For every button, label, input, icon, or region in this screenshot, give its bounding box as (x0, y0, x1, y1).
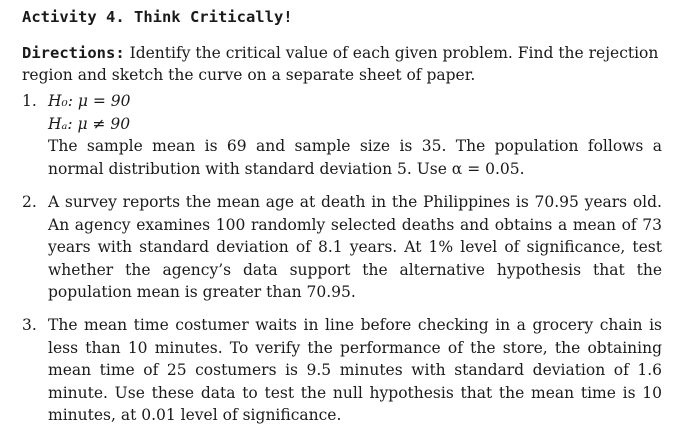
activity-title: Activity 4. Think Critically! (22, 8, 293, 26)
directions-label: Directions: (22, 44, 125, 62)
alternative-hypothesis: Hₐ: μ ≠ 90 (48, 114, 131, 133)
problem-2 (22, 191, 662, 304)
directions-paragraph (22, 42, 662, 86)
problem-1 (22, 90, 662, 180)
problem-number: 2. (22, 193, 37, 211)
problem-text: A survey reports the mean age at death in the Philippines is 70.95 years old. An agency examines 100 randomly selected deaths and obtains a mean of 73 years with standard deviation of 8.1 years. At 1% level of significance, test whether the agency’s data support the alternative hypothesis that the population mean is greater than 70.95. (48, 193, 662, 301)
problem-number: 3. (22, 316, 37, 334)
problem-number: 1. (22, 92, 37, 110)
directions-text: Identify the critical value of each given problem. Find the rejection region and sketch the curve on a separate sheet of paper. (22, 44, 659, 84)
null-hypothesis: H₀: μ = 90 (48, 92, 131, 110)
problem-text: The sample mean is 69 and sample size is 35. The population follows a normal distribution with standard deviation 5. Use α = 0.05. (48, 137, 662, 178)
problem-text: The mean time costumer waits in line before checking in a grocery chain is less than 10 minutes. To verify the performance of the store, the obtaining mean time of 25 costumers is 9.5 minutes with standard deviation of 1.6 minute. Use these data to test the null hypothesis that the mean time is 10 minutes, at 0.01 level of significance. (48, 316, 662, 424)
problem-3 (22, 314, 662, 427)
